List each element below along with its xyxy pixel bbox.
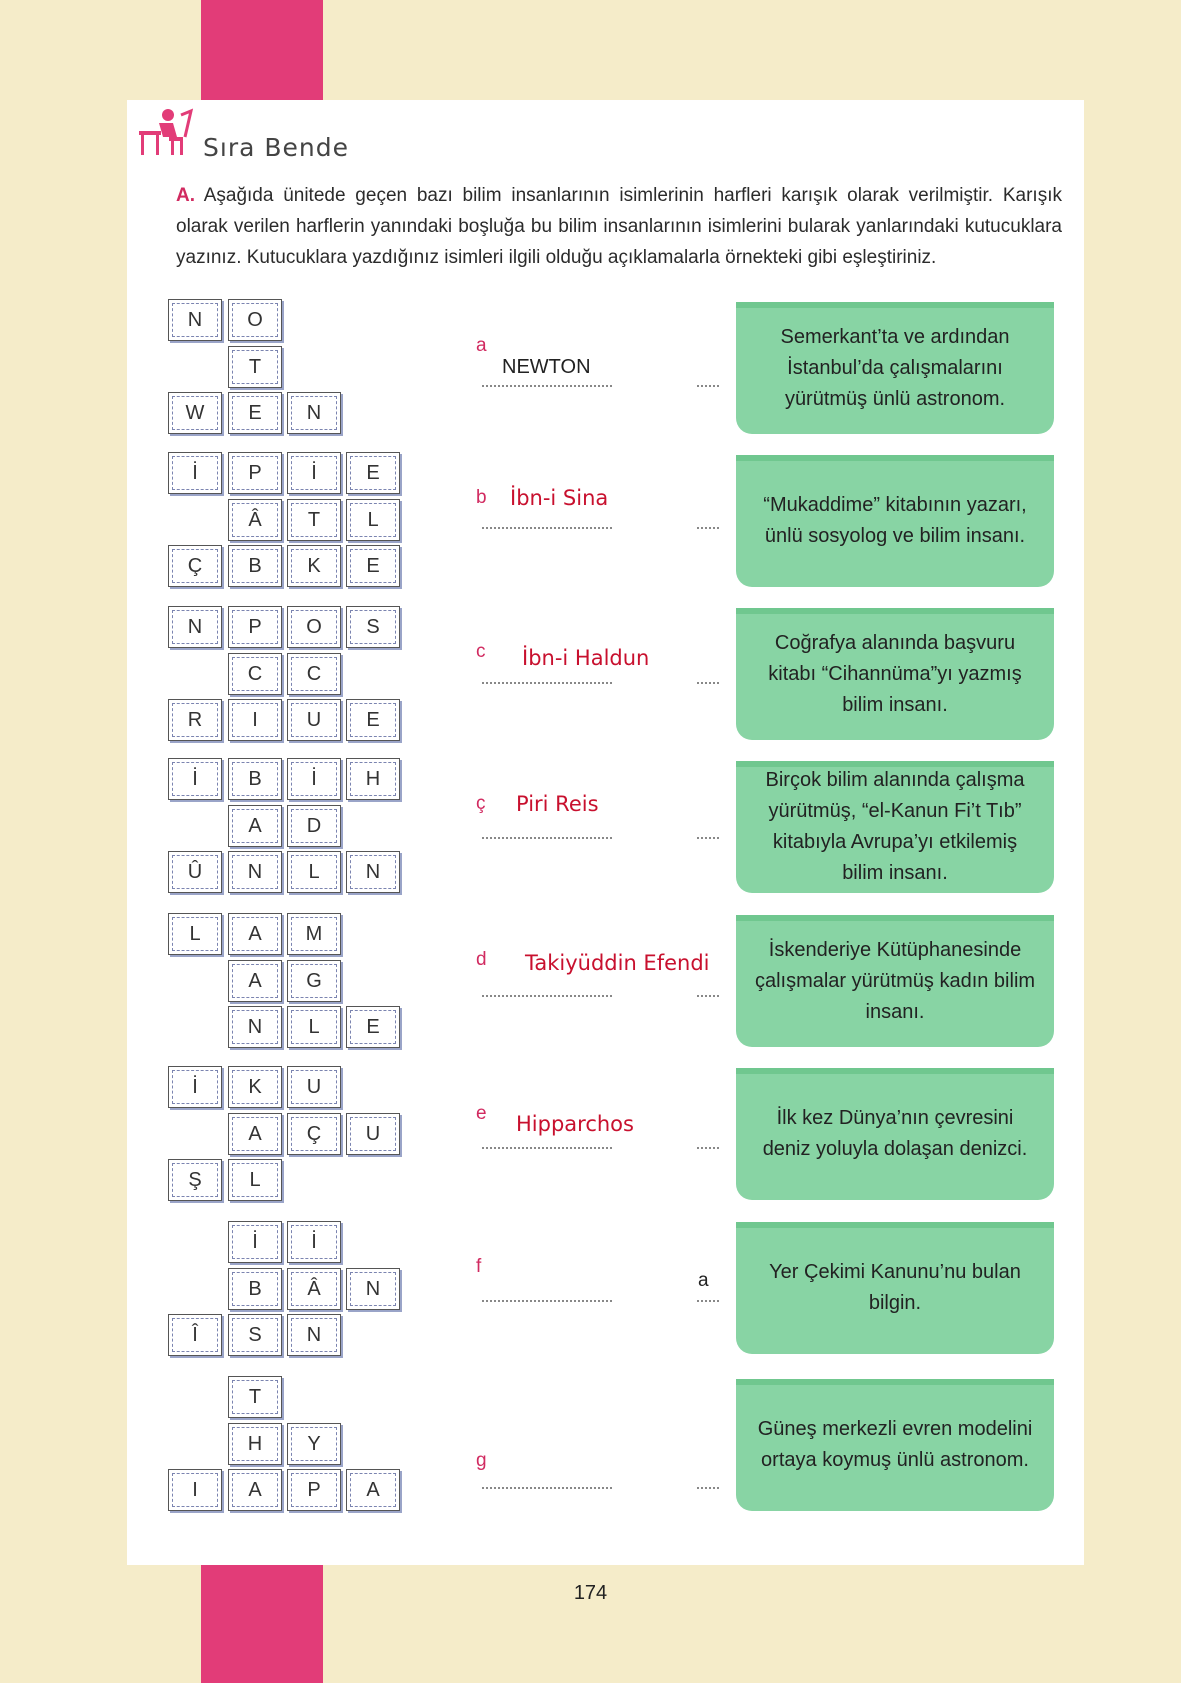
letter-cell-char: A xyxy=(248,1478,262,1501)
answer-letter: a xyxy=(476,335,487,356)
page-sheet xyxy=(127,100,1084,1565)
letter-cell-char: A xyxy=(248,922,262,945)
letter-cell-char: Ş xyxy=(188,1168,202,1191)
letter-cell xyxy=(228,1066,282,1108)
letter-cell xyxy=(287,1113,341,1155)
letter-cell xyxy=(346,1006,400,1048)
answer-letter: d xyxy=(476,949,487,970)
letter-cell-char: A xyxy=(248,814,262,837)
description-box xyxy=(736,608,1054,740)
description-box xyxy=(736,915,1054,1047)
description-text: Güneş merkezli evren modelini ortaya koymuş ünlü astronom. xyxy=(757,1418,1033,1471)
letter-cell xyxy=(287,499,341,541)
answer-input[interactable] xyxy=(482,995,612,997)
letter-cell-char: B xyxy=(248,554,262,577)
letter-cell xyxy=(168,913,222,955)
letter-cell-char: B xyxy=(248,767,262,790)
match-input[interactable] xyxy=(697,1487,719,1489)
description-text: İlk kez Dünya’nın çevresini deniz yoluyla dolaşan denizci. xyxy=(762,1107,1028,1160)
letter-cell xyxy=(168,851,222,893)
letter-cell xyxy=(287,545,341,587)
letter-cell xyxy=(346,758,400,800)
match-input[interactable] xyxy=(697,1300,719,1302)
letter-cell xyxy=(228,392,282,434)
letter-cell xyxy=(287,452,341,494)
letter-cell-char: P xyxy=(248,615,262,638)
letter-cell-char: Î xyxy=(192,1323,198,1346)
answer-letter: b xyxy=(476,487,487,508)
letter-cell xyxy=(287,653,341,695)
letter-cell xyxy=(228,606,282,648)
answer-letter: ç xyxy=(476,793,486,814)
letter-cell-char: U xyxy=(306,1075,322,1098)
letter-cell-char: A xyxy=(366,1478,380,1501)
letter-cell-char: E xyxy=(366,1015,380,1038)
letter-cell-char: S xyxy=(366,615,380,638)
letter-cell xyxy=(228,1469,282,1511)
letter-cell xyxy=(346,452,400,494)
letter-cell xyxy=(287,805,341,847)
student-desk-icon xyxy=(137,107,197,162)
description-text: Yer Çekimi Kanunu’nu bulan bilgin. xyxy=(769,1261,1021,1314)
letter-cell xyxy=(228,1113,282,1155)
answer-input[interactable] xyxy=(482,527,612,529)
answer-name: İbn-i Haldun xyxy=(522,646,650,670)
letter-cell-char: Y xyxy=(307,1432,321,1455)
letter-cell xyxy=(228,1268,282,1310)
letter-cell xyxy=(346,606,400,648)
letter-cell xyxy=(287,1006,341,1048)
letter-cell xyxy=(346,1268,400,1310)
letter-cell xyxy=(287,1066,341,1108)
answer-letter: e xyxy=(476,1103,487,1124)
letter-cell-char: T xyxy=(248,355,262,378)
letter-cell xyxy=(287,1221,341,1263)
letter-cell-char: İ xyxy=(311,767,317,790)
match-input[interactable] xyxy=(697,385,719,387)
letter-cell xyxy=(168,392,222,434)
letter-cell xyxy=(228,499,282,541)
top-pink-bar xyxy=(201,0,323,100)
answer-name: Takiyüddin Efendi xyxy=(525,951,710,975)
match-value: a xyxy=(698,1270,709,1291)
letter-cell xyxy=(228,758,282,800)
answer-input[interactable] xyxy=(482,1147,612,1149)
letter-cell-char: N xyxy=(365,1277,381,1300)
instruction-text xyxy=(176,180,1062,273)
description-box xyxy=(736,1222,1054,1354)
description-text: “Mukaddime” kitabının yazarı, ünlü sosyolog ve bilim insanı. xyxy=(763,494,1027,547)
letter-cell-char: N xyxy=(365,860,381,883)
answer-input[interactable] xyxy=(482,682,612,684)
letter-cell xyxy=(168,758,222,800)
letter-cell-char: L xyxy=(189,922,201,945)
letter-cell-char: D xyxy=(306,814,322,837)
letter-cell-char: W xyxy=(185,401,205,424)
letter-cell xyxy=(287,1314,341,1356)
letter-cell-char: C xyxy=(247,662,263,685)
letter-cell xyxy=(168,545,222,587)
answer-input[interactable] xyxy=(482,385,612,387)
letter-cell-char: L xyxy=(249,1168,261,1191)
letter-cell xyxy=(228,653,282,695)
letter-cell xyxy=(287,1423,341,1465)
answer-letter: c xyxy=(476,641,486,662)
description-text: İskenderiye Kütüphanesinde çalışmalar yürütmüş kadın bilim insanı. xyxy=(754,938,1036,1023)
letter-cell-char: İ xyxy=(311,461,317,484)
letter-cell xyxy=(346,699,400,741)
letter-cell-char: U xyxy=(306,708,322,731)
letter-cell-char: K xyxy=(248,1075,262,1098)
letter-cell xyxy=(228,452,282,494)
match-input[interactable] xyxy=(697,1147,719,1149)
letter-cell-char: B xyxy=(248,1277,262,1300)
description-box xyxy=(736,1379,1054,1511)
letter-cell-char: O xyxy=(247,308,263,331)
letter-cell-char: C xyxy=(306,662,322,685)
letter-cell-char: N xyxy=(187,308,203,331)
letter-cell-char: N xyxy=(306,1323,322,1346)
letter-cell-char: L xyxy=(308,860,320,883)
letter-cell xyxy=(168,1314,222,1356)
letter-cell xyxy=(228,1314,282,1356)
letter-cell-char: I xyxy=(192,1478,198,1501)
letter-cell xyxy=(228,1159,282,1201)
letter-cell xyxy=(346,499,400,541)
letter-cell xyxy=(287,960,341,1002)
letter-cell-char: M xyxy=(305,922,323,945)
letter-cell-char: I xyxy=(252,708,258,731)
letter-cell xyxy=(346,851,400,893)
letter-cell xyxy=(228,1221,282,1263)
letter-cell xyxy=(228,851,282,893)
letter-cell-char: İ xyxy=(311,1230,317,1253)
letter-cell-char: O xyxy=(306,615,322,638)
letter-cell-char: H xyxy=(365,767,381,790)
letter-cell xyxy=(346,545,400,587)
description-box xyxy=(736,1068,1054,1200)
letter-cell-char: U xyxy=(365,1122,381,1145)
letter-cell xyxy=(228,346,282,388)
letter-cell xyxy=(228,699,282,741)
letter-cell xyxy=(228,1423,282,1465)
letter-cell-char: L xyxy=(367,508,379,531)
letter-cell-char: T xyxy=(248,1385,262,1408)
letter-cell xyxy=(168,606,222,648)
answer-name: NEWTON xyxy=(502,356,591,378)
description-box xyxy=(736,302,1054,434)
answer-letter: f xyxy=(476,1256,482,1277)
description-text: Birçok bilim alanında çalışma yürütmüş, “el-Kanun Fi’t Tıb” kitabıyla Avrupa’yı etkilemiş bilim insanı. xyxy=(765,769,1025,884)
answer-input[interactable] xyxy=(482,1487,612,1489)
letter-cell xyxy=(228,1006,282,1048)
letter-cell-char: E xyxy=(366,554,380,577)
answer-input[interactable] xyxy=(482,837,612,839)
letter-cell-char: H xyxy=(247,1432,263,1455)
letter-cell-char: Â xyxy=(248,508,262,531)
letter-cell-char: L xyxy=(308,1015,320,1038)
match-input[interactable] xyxy=(697,995,719,997)
description-box xyxy=(736,455,1054,587)
instruction-body: Aşağıda ünitede geçen bazı bilim insanlarının isimlerinin harfleri karışık olarak verilmiştir. Karışık olarak verilen harflerin yanındaki boşluğa bu bilim insanlarının isimlerini bularak yanlarındaki kutucuklara yazınız. Kutucuklara yazdığınız isimleri ilgili olduğu açıklamalarla örnekteki gibi eşleştiriniz. xyxy=(176,185,1062,268)
letter-cell xyxy=(346,1113,400,1155)
letter-cell-char: K xyxy=(307,554,321,577)
letter-cell-char: İ xyxy=(192,767,198,790)
letter-cell-char: İ xyxy=(252,1230,258,1253)
letter-cell xyxy=(168,1159,222,1201)
letter-cell-char: E xyxy=(366,461,380,484)
letter-cell-char: İ xyxy=(192,461,198,484)
letter-cell-char: P xyxy=(248,461,262,484)
letter-cell-char: E xyxy=(248,401,262,424)
letter-cell-char: G xyxy=(306,969,322,992)
section-title: Sıra Bende xyxy=(203,133,349,162)
letter-cell xyxy=(287,851,341,893)
letter-cell-char: E xyxy=(366,708,380,731)
letter-cell xyxy=(228,805,282,847)
match-input[interactable] xyxy=(697,527,719,529)
match-input[interactable] xyxy=(697,837,719,839)
letter-cell xyxy=(168,1469,222,1511)
letter-cell-char: R xyxy=(187,708,203,731)
letter-cell-char: A xyxy=(248,1122,262,1145)
letter-cell-char: İ xyxy=(192,1075,198,1098)
description-text: Coğrafya alanında başvuru kitabı “Cihannüma”yı yazmış bilim insanı. xyxy=(768,631,1022,716)
letter-cell-char: N xyxy=(306,401,322,424)
letter-cell xyxy=(168,699,222,741)
instruction-label: A. xyxy=(176,185,195,206)
letter-cell-char: A xyxy=(248,969,262,992)
letter-cell xyxy=(168,1066,222,1108)
description-text: Semerkant’ta ve ardından İstanbul’da çalışmalarını yürütmüş ünlü astronom. xyxy=(780,325,1010,410)
letter-cell xyxy=(228,960,282,1002)
answer-name: İbn-i Sina xyxy=(510,486,609,510)
letter-cell-char: Ç xyxy=(187,554,203,577)
letter-cell-char: Û xyxy=(187,860,203,883)
answer-letter: g xyxy=(476,1450,487,1471)
letter-cell-char: N xyxy=(187,615,203,638)
letter-cell xyxy=(228,299,282,341)
letter-cell xyxy=(287,1469,341,1511)
letter-cell xyxy=(287,699,341,741)
match-input[interactable] xyxy=(697,682,719,684)
letter-cell-char: T xyxy=(307,508,321,531)
answer-name: Hipparchos xyxy=(516,1112,634,1136)
answer-name: Piri Reis xyxy=(516,792,599,816)
letter-cell xyxy=(228,1376,282,1418)
letter-cell xyxy=(168,299,222,341)
letter-cell xyxy=(346,1469,400,1511)
letter-cell-char: N xyxy=(247,860,263,883)
letter-cell xyxy=(168,452,222,494)
letter-cell-char: Â xyxy=(307,1277,321,1300)
letter-cell xyxy=(287,606,341,648)
letter-cell xyxy=(228,913,282,955)
description-box xyxy=(736,761,1054,893)
letter-cell-char: P xyxy=(307,1478,321,1501)
page-number: 174 xyxy=(573,1582,608,1604)
letter-cell xyxy=(228,545,282,587)
letter-cell-char: Ç xyxy=(306,1122,322,1145)
letter-cell-char: N xyxy=(247,1015,263,1038)
letter-cell-char: S xyxy=(248,1323,262,1346)
letter-cell xyxy=(287,913,341,955)
letter-cell xyxy=(287,1268,341,1310)
letter-cell xyxy=(287,758,341,800)
section-header xyxy=(137,112,349,162)
answer-input[interactable] xyxy=(482,1300,612,1302)
letter-cell xyxy=(287,392,341,434)
